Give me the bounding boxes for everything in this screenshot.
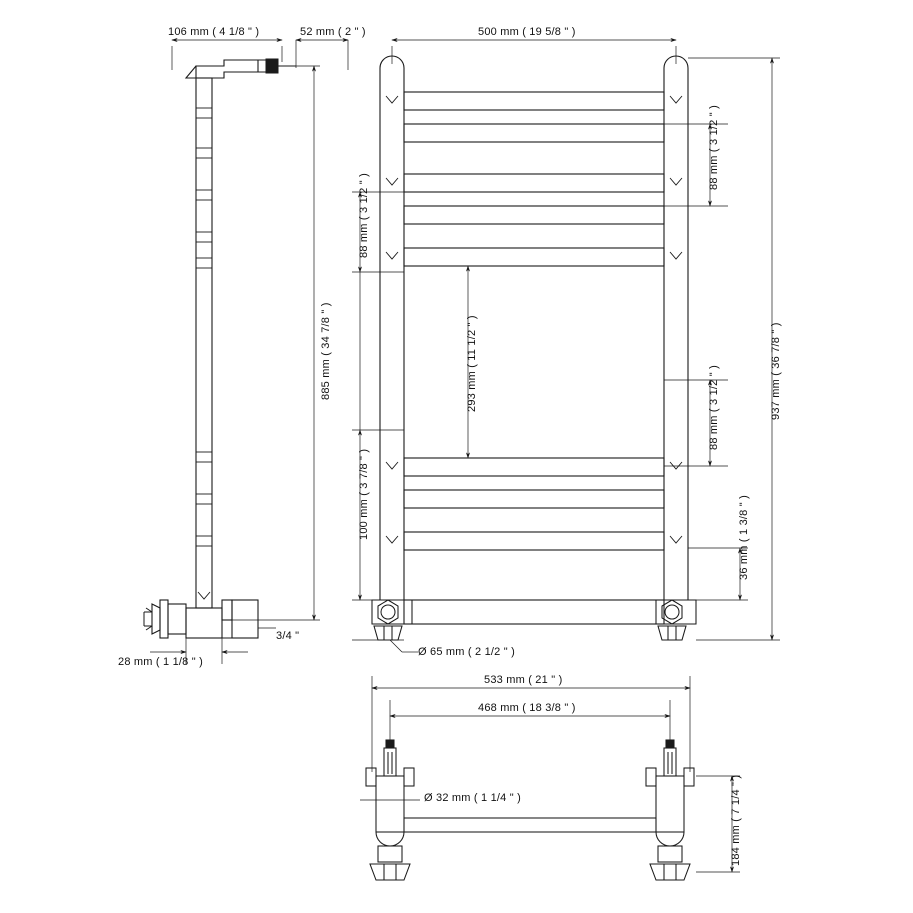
front-view-geometry: [372, 56, 696, 640]
dim-plan-tube-diameter: Ø 32 mm ( 1 1/4 " ): [424, 792, 521, 804]
dim-rung-gap-upper: 88 mm ( 3 1/2 " ): [708, 105, 720, 190]
dim-side-bracket-offset: 52 mm ( 2 " ): [300, 26, 366, 38]
dim-lower-group-gap: 100 mm ( 3 7/8 " ): [358, 448, 370, 540]
dim-front-height-total: 937 mm ( 36 7/8 " ): [770, 322, 782, 420]
dim-rung-gap-upper-2: 88 mm ( 3 1/2 " ): [358, 173, 370, 258]
dim-side-foot-depth: 28 mm ( 1 1/8 " ): [118, 656, 203, 668]
dim-middle-open-gap: 293 mm ( 11 1/2 " ): [466, 315, 478, 412]
dim-side-valve-thread: 3/4 ": [276, 630, 300, 642]
plan-view-geometry: [366, 740, 694, 880]
dim-bottom-offset: 36 mm ( 1 3/8 " ): [738, 495, 750, 580]
dim-rung-gap-lower: 88 mm ( 3 1/2 " ): [708, 365, 720, 450]
dim-side-depth-total: 106 mm ( 4 1/8 " ): [168, 26, 260, 38]
dim-plan-depth: 184 mm ( 7 1/4 " ): [730, 774, 742, 866]
dim-foot-diameter: Ø 65 mm ( 2 1/2 " ): [418, 646, 515, 658]
side-view-geometry: [144, 59, 296, 638]
dim-side-height: 885 mm ( 34 7/8 " ): [320, 302, 332, 400]
dim-front-width: 500 mm ( 19 5/8 " ): [478, 26, 576, 38]
dim-plan-width-outer: 533 mm ( 21 " ): [484, 674, 563, 686]
side-view-dimensions: [150, 40, 348, 664]
dim-plan-width-inner: 468 mm ( 18 3/8 " ): [478, 702, 576, 714]
